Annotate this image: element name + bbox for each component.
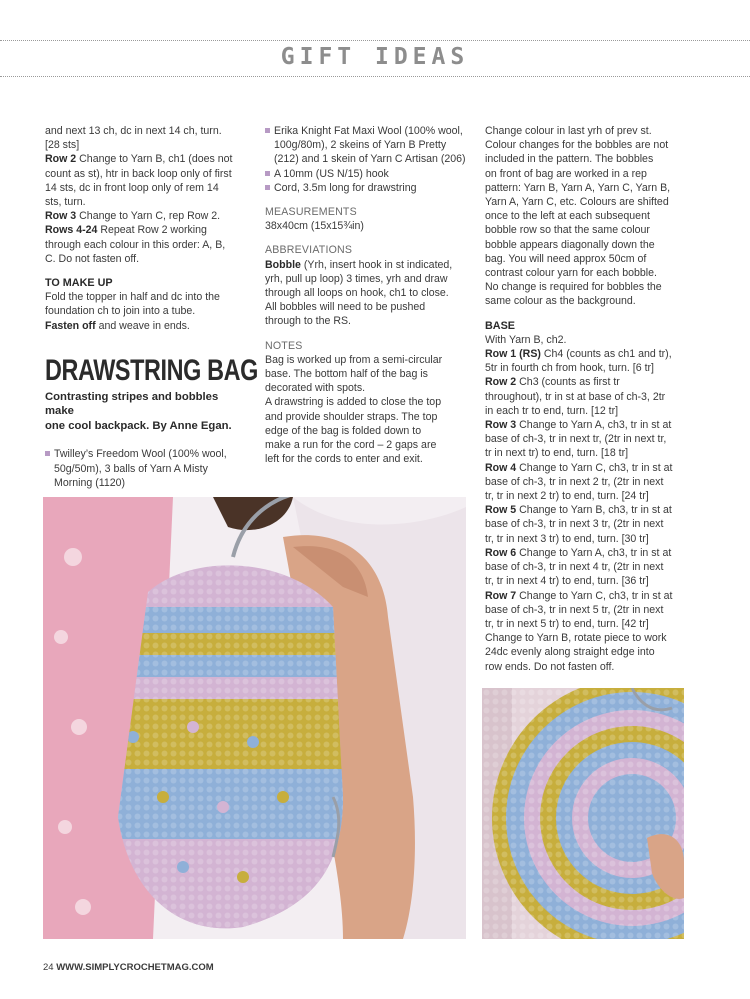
text-line: decorated with spots. xyxy=(265,382,366,395)
text-line: in each tr to end, turn. [12 tr] xyxy=(485,404,619,417)
text-line: tr, tr in next 4 tr) to end, turn. [36 tr] xyxy=(485,575,649,588)
measurements-heading: MEASUREMENTS xyxy=(265,206,357,219)
text-line: edge of the bag is folded down to xyxy=(265,424,422,437)
text-line: bag. You will need approx 50cm of xyxy=(485,252,647,265)
text-line: Row 4 Change to Yarn C, ch3, tr in st at xyxy=(485,461,673,474)
column-2 xyxy=(265,124,470,466)
text-line: base of ch-3, tr in next 4 tr, (2tr in next xyxy=(485,561,664,574)
text-line: Fasten off and weave in ends. xyxy=(45,319,190,332)
photo-model-with-bag xyxy=(43,497,466,939)
header-rule-top xyxy=(0,40,750,41)
text-line: Change colour in last yrh of prev st. xyxy=(485,125,652,137)
text-line: foundation ch to join into a tube. xyxy=(45,305,196,318)
section-title: GIFT IDEAS xyxy=(280,44,470,70)
text-line: tr, tr in next 2 tr) to end, turn. [24 tr] xyxy=(485,490,649,503)
page-footer xyxy=(43,962,214,973)
text-line: Yarn A, Yarn C, etc. Colours are shifted xyxy=(485,196,669,209)
text-line: Row 1 (RS) Ch4 (counts as ch1 and tr), xyxy=(485,348,672,361)
text-line: base of ch-3, tr in next 2 tr, (2tr in next xyxy=(485,475,664,488)
article-subtitle-line: one cool backpack. By Anne Egan. xyxy=(45,419,232,432)
text-line: on front of bag are worked in a rep xyxy=(485,167,647,180)
text-line: tr, tr in next 3 tr) to end, turn. [30 tr] xyxy=(485,532,649,545)
text-line: C. Do not fasten off. xyxy=(45,252,140,265)
text-line: base of ch-3, tr in next 3 tr, (2tr in next xyxy=(485,518,664,531)
text-line: through each colour in this order: A, B, xyxy=(45,238,226,251)
text-line: sts, turn. xyxy=(45,196,86,209)
text-line: included in the pattern. The bobbles xyxy=(485,153,654,166)
notes-heading: NOTES xyxy=(265,339,303,352)
text-line: With Yarn B, ch2. xyxy=(485,333,567,346)
text-line: through to the RS. xyxy=(265,315,351,328)
text-line: Row 2 Change to Yarn B, ch1 (does not xyxy=(45,153,233,166)
abbreviations-heading: ABBREVIATIONS xyxy=(265,244,353,257)
column-3 xyxy=(485,124,700,674)
text-line: Row 3 Change to Yarn C, rep Row 2. xyxy=(45,210,221,223)
text-line: contrast colour yarn for each bobble. xyxy=(485,267,657,280)
base-heading: BASE xyxy=(485,319,515,332)
text-line: Row 3 Change to Yarn A, ch3, tr in st at xyxy=(485,419,672,432)
text-line: 5tr in fourth ch from hook, turn. [6 tr] xyxy=(485,362,654,375)
photo-illustration xyxy=(43,497,466,939)
text-line: Rows 4-24 Repeat Row 2 working xyxy=(45,224,207,237)
text-line: Row 6 Change to Yarn A, ch3, tr in st at xyxy=(485,546,672,559)
materials-item: Erika Knight Fat Maxi Wool (100% wool, 100g/80m), 2 skeins of Yarn B Pretty (212) and 1 skein of Yarn C Artisan (206) xyxy=(265,124,470,167)
text-line: tr, tr in next 5 tr) to end, turn. [42 tr] xyxy=(485,617,649,630)
text-line: No change is required for bobbles the xyxy=(485,281,662,294)
text-line: through all loops on hook, ch1 to close. xyxy=(265,287,449,300)
text-line: tr in next tr) to end, turn. [18 tr] xyxy=(485,447,629,460)
text-line: make a run for the cord – 2 gaps are xyxy=(265,439,437,452)
text-line: throughout), tr in st at base of ch-3, 2tr xyxy=(485,390,666,403)
text-line: base of ch-3, tr in next 5 tr, (2tr in next xyxy=(485,603,664,616)
text-line: left for the cords to enter and exit. xyxy=(265,453,423,466)
text-line: yrh, pull up loop) 3 times, yrh and draw xyxy=(265,272,448,285)
text-line: [28 sts] xyxy=(45,139,80,152)
materials-item: Cord, 3.5m long for drawstring xyxy=(265,181,470,195)
text-line: A drawstring is added to close the top xyxy=(265,396,442,409)
text-line: same colour as the background. xyxy=(485,295,636,308)
photo-illustration xyxy=(482,688,684,939)
text-line: Bobble (Yrh, insert hook in st indicated, xyxy=(265,258,453,271)
page-number: 24 xyxy=(43,962,54,973)
text-line: base of ch-3, tr in next tr, (2tr in next tr, xyxy=(485,433,667,446)
article-title: DRAWSTRING BAG xyxy=(45,353,258,387)
text-line: Bag is worked up from a semi-circular xyxy=(265,353,443,366)
text-line: once to the left at each subsequent xyxy=(485,210,650,223)
row-instructions xyxy=(45,124,243,266)
text-line: 14 sts, dc in front loop only of rem 14 xyxy=(45,181,219,194)
text-line: 24dc evenly along straight edge into xyxy=(485,646,655,659)
text-line: base. The bottom half of the bag is xyxy=(265,368,428,381)
text-line: Row 7 Change to Yarn C, ch3, tr in st at xyxy=(485,589,673,602)
text-line: All bobbles will need to be pushed xyxy=(265,301,426,314)
text-line: Row 5 Change to Yarn B, ch3, tr in st at xyxy=(485,504,672,517)
text-line: bobble appears diagonally down the xyxy=(485,238,655,251)
header-rule-bottom xyxy=(0,76,750,77)
text-line: Row 2 Ch3 (counts as first tr xyxy=(485,376,620,389)
text-line: pattern: Yarn B, Yarn A, Yarn C, Yarn B, xyxy=(485,181,671,194)
column-1 xyxy=(45,124,258,490)
text-line: count as st), htr in back loop only of first xyxy=(45,167,232,180)
website-url: WWW.SIMPLYCROCHETMAG.COM xyxy=(56,962,214,973)
measurements-value: 38x40cm (15x15¾in) xyxy=(265,220,364,233)
materials-item: A 10mm (US N/15) hook xyxy=(265,167,470,181)
photo-bag-base-closeup xyxy=(482,688,684,939)
materials-item: Twilley’s Freedom Wool (100% wool, 50g/50m), 3 balls of Yarn A Misty Morning (1120) xyxy=(45,447,243,490)
text-line: and provide shoulder straps. The top xyxy=(265,410,438,423)
text-line: and next 13 ch, dc in next 14 ch, turn. xyxy=(45,125,222,137)
make-up-heading: TO MAKE UP xyxy=(45,277,113,290)
text-line: Change to Yarn B, rotate piece to work xyxy=(485,632,667,645)
text-line: row ends. Do not fasten off. xyxy=(485,660,615,673)
text-line: Fold the topper in half and dc into the xyxy=(45,291,220,304)
text-line: Colour changes for the bobbles are not xyxy=(485,139,669,152)
text-line: bobble row so that the same colour xyxy=(485,224,650,237)
article-subtitle-line: Contrasting stripes and bobbles make xyxy=(45,390,219,418)
